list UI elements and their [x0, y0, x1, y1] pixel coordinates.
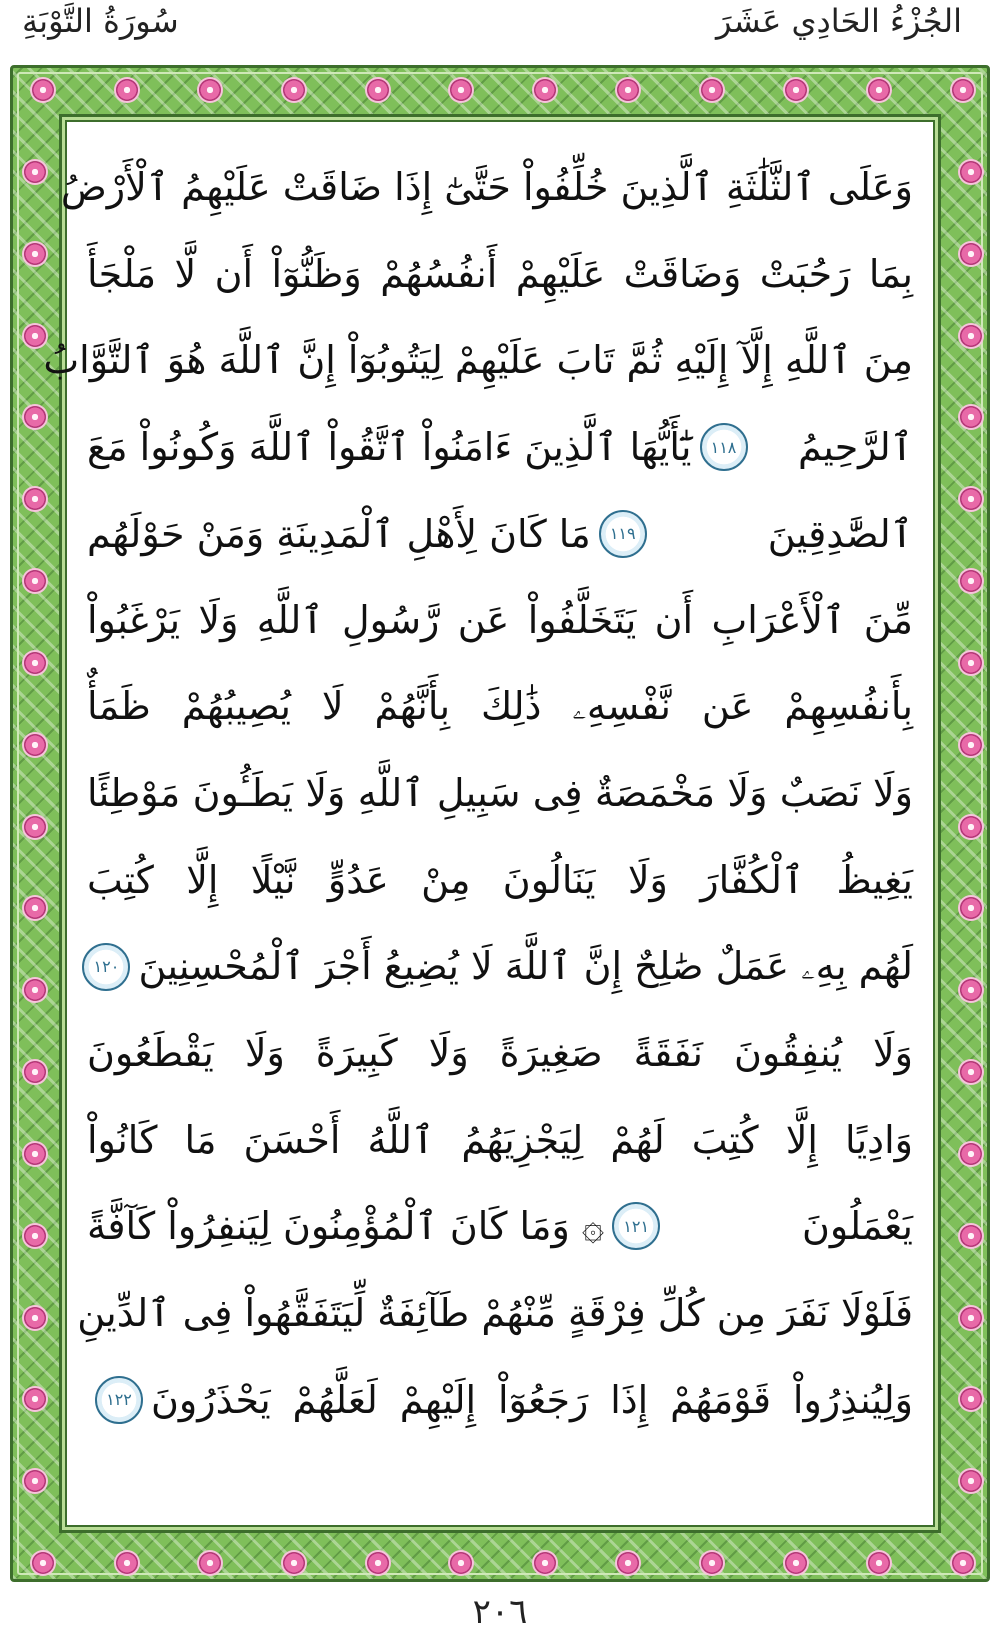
verse-text: مِّنَ ٱلْأَعْرَابِ أَن يَتَخَلَّفُواْ عَن رَّسُولِ ٱللَّهِ وَلَا يَرْغَبُواْ [87, 598, 913, 643]
flower-ornament [367, 79, 389, 101]
verse-text: فَلَوْلَا نَفَرَ مِن كُلِّ فِرْقَةٍ مِّنْهُمْ طَآئِفَةٌ لِّيَتَفَقَّهُواْ فِى ٱلدِّينِ [77, 1291, 913, 1336]
flower-ornament [952, 79, 974, 101]
flower-ornament [534, 1552, 556, 1574]
verse-line [87, 750, 913, 837]
flower-ornament [534, 79, 556, 101]
verse-text: بِأَنفُسِهِمْ عَن نَّفْسِهِۦ ذَٰلِكَ بِأَنَّهُمْ لَا يُصِيبُهُمْ ظَمَأٌ [87, 684, 913, 729]
verse-text: وَلَا نَصَبٌ وَلَا مَخْمَصَةٌ فِى سَبِيلِ ٱللَّهِ وَلَا يَطَـُٔونَ مَوْطِئًا [87, 771, 913, 816]
page-header [0, 0, 1000, 62]
flower-ornament [24, 1307, 46, 1329]
text-panel [43, 120, 935, 1527]
flower-ornament [785, 79, 807, 101]
verse-line [43, 317, 913, 404]
flower-ornament [24, 1225, 46, 1247]
verse-line [87, 923, 913, 1010]
verse-line [87, 404, 913, 491]
verse-line [87, 1097, 913, 1184]
flower-ornament [24, 1470, 46, 1492]
flower-ornament [283, 79, 305, 101]
verse-text: وَادِيًا إِلَّا كُتِبَ لَهُمْ لِيَجْزِيَهُمُ ٱللَّهُ أَحْسَنَ مَا كَانُواْ [87, 1117, 913, 1162]
flower-ornament [960, 1143, 982, 1165]
verse-line [87, 490, 913, 577]
verse-text: مِنَ ٱللَّهِ إِلَّآ إِلَيْهِ ثُمَّ تَابَ عَلَيْهِمْ لِيَتُوبُوٓاْ إِنَّ ٱللَّهَ هُوَ ٱلتَّوَّابُ [43, 338, 913, 383]
juz-title: الجُزْءُ الحَادِي عَشَرَ [716, 2, 962, 40]
verse-line [87, 837, 913, 924]
flower-ornament [960, 816, 982, 838]
flower-ornament [24, 979, 46, 1001]
verse-text: وَلِيُنذِرُواْ قَوْمَهُمْ إِذَا رَجَعُوٓاْ إِلَيْهِمْ لَعَلَّهُمْ يَحْذَرُونَ [151, 1377, 913, 1422]
verse-line [87, 1183, 913, 1270]
flower-ornament [960, 1061, 982, 1083]
flower-ornament [116, 1552, 138, 1574]
flower-ornament [450, 1552, 472, 1574]
flower-ornament [701, 79, 723, 101]
verse-text: بِمَا رَحُبَتْ وَضَاقَتْ عَلَيْهِمْ أَنفُسُهُمْ وَظَنُّوٓاْ أَن لَّا مَلْجَأَ [87, 251, 913, 296]
flower-ornament [116, 79, 138, 101]
flower-ornament [450, 79, 472, 101]
flower-ornament [960, 734, 982, 756]
flower-ornament [785, 1552, 807, 1574]
flower-ornament [960, 979, 982, 1001]
flower-ornament [960, 1225, 982, 1247]
page-number: ٢٠٦ [472, 1592, 528, 1632]
flower-ornament [367, 1552, 389, 1574]
flower-ornament [24, 161, 46, 183]
flower-ornament [24, 243, 46, 265]
verse-text: ٱلصَّٰدِقِينَ [767, 511, 913, 556]
verse-line [87, 1010, 913, 1097]
verse-text-continued: مَا كَانَ لِأَهْلِ ٱلْمَدِينَةِ وَمَنْ حَوْلَهُم [87, 511, 591, 556]
verse-text: يَعْمَلُونَ [802, 1204, 913, 1249]
verse-line [87, 231, 913, 318]
flower-ornament [24, 1143, 46, 1165]
flower-ornament [24, 816, 46, 838]
ayah-number-marker: ١٢١ [612, 1202, 660, 1250]
flower-ornament [24, 734, 46, 756]
flower-ornament [952, 1552, 974, 1574]
flower-ornament [960, 243, 982, 265]
verse-line [87, 664, 913, 751]
ayah-number-marker: ١٢٢ [95, 1376, 143, 1424]
flower-ornament [960, 325, 982, 347]
flower-ornament [24, 570, 46, 592]
verse-text: لَهُم بِهِۦ عَمَلٌ صَٰلِحٌ إِنَّ ٱللَّهَ لَا يُضِيعُ أَجْرَ ٱلْمُحْسِنِينَ [138, 944, 913, 989]
flower-ornament [960, 652, 982, 674]
flower-ornament [24, 488, 46, 510]
flower-ornament [960, 161, 982, 183]
flower-ornament [283, 1552, 305, 1574]
verse-text: وَلَا يُنفِقُونَ نَفَقَةً صَغِيرَةً وَلَا كَبِيرَةً وَلَا يَقْطَعُونَ [87, 1031, 913, 1076]
verse-text-continued: يَٰٓأَيُّهَا ٱلَّذِينَ ءَامَنُواْ ٱتَّقُواْ ٱللَّهَ وَكُونُواْ مَعَ [87, 425, 692, 470]
verse-text: ٱلرَّحِيمُ [797, 425, 913, 470]
verse-lines [43, 144, 913, 1443]
ayah-number-marker: ١١٨ [700, 423, 748, 471]
verse-line [60, 144, 913, 231]
surah-title: سُورَةُ التَّوْبَةِ [22, 2, 179, 40]
flower-ornament [24, 652, 46, 674]
verse-text-continued: ۞ وَمَا كَانَ ٱلْمُؤْمِنُونَ لِيَنفِرُواْ كَآفَّةً [87, 1204, 605, 1249]
flower-ornament [701, 1552, 723, 1574]
flower-ornament [960, 488, 982, 510]
flower-ornament [960, 1307, 982, 1329]
ayah-number-marker: ١١٩ [599, 510, 647, 558]
flower-ornament [24, 1061, 46, 1083]
flower-ornament [32, 79, 54, 101]
flower-ornament [960, 570, 982, 592]
ayah-number-marker: ١٢٠ [82, 943, 130, 991]
verse-line [87, 577, 913, 664]
verse-text: وَعَلَى ٱلثَّلَٰثَةِ ٱلَّذِينَ خُلِّفُواْ حَتَّىٰٓ إِذَا ضَاقَتْ عَلَيْهِمُ ٱلْأَرْضُ [60, 165, 913, 210]
flower-ornament [960, 1470, 982, 1492]
verse-line [77, 1270, 913, 1357]
verse-line [87, 1356, 913, 1443]
flower-ornament [32, 1552, 54, 1574]
verse-text: يَغِيظُ ٱلْكُفَّارَ وَلَا يَنَالُونَ مِنْ عَدُوٍّ نَّيْلًا إِلَّا كُتِبَ [87, 858, 913, 903]
